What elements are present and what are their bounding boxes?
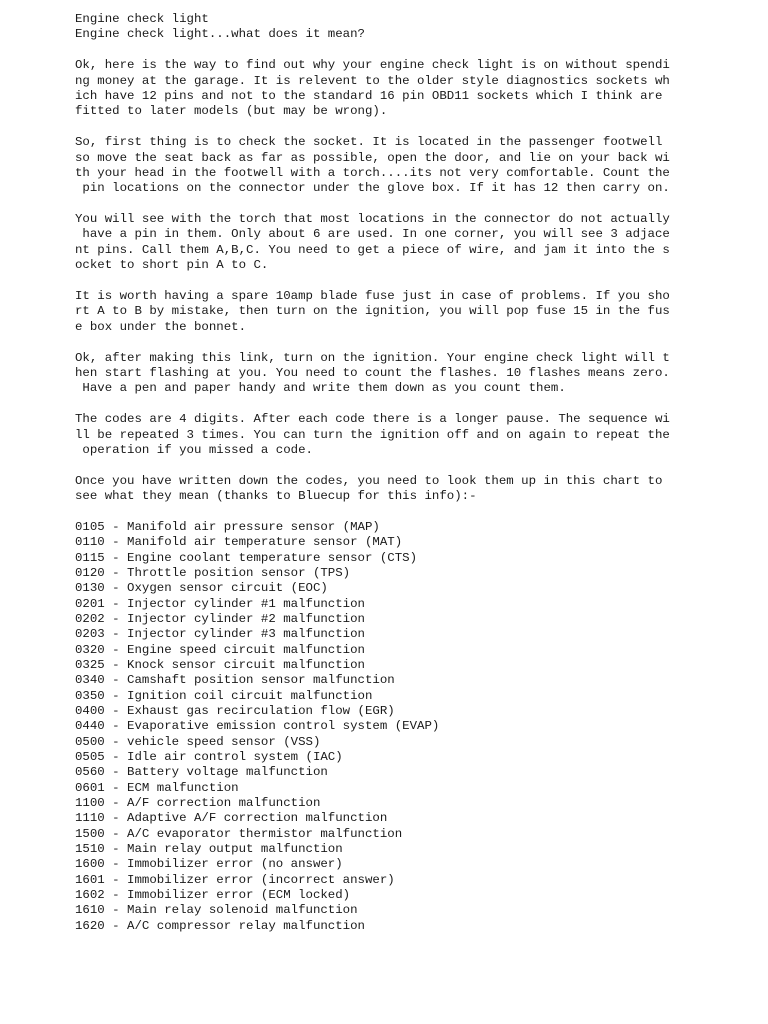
paragraph-line: have a pin in them. Only about 6 are used. In one corner, you will see 3 adjace	[75, 227, 670, 242]
paragraph-line: hen start flashing at you. You need to count the flashes. 10 flashes means zero.	[75, 365, 670, 380]
code-item: 0202 - Injector cylinder #2 malfunction	[75, 611, 365, 626]
paragraph-line: ll be repeated 3 times. You can turn the ignition off and on again to repeat the	[75, 427, 670, 442]
code-item: 1610 - Main relay solenoid malfunction	[75, 903, 358, 918]
paragraph-intro	[75, 58, 695, 120]
code-item: 0505 - Idle air control system (IAC)	[75, 750, 343, 765]
code-item: 0115 - Engine coolant temperature sensor (CTS)	[75, 550, 418, 565]
code-item: 0340 - Camshaft position sensor malfunction	[75, 673, 395, 688]
paragraph-flashes	[75, 351, 695, 397]
code-item: 0325 - Knock sensor circuit malfunction	[75, 657, 365, 672]
paragraph-line: rt A to B by mistake, then turn on the ignition, you will pop fuse 15 in the fus	[75, 304, 670, 319]
paragraph-fuse	[75, 289, 695, 335]
paragraph-line: The codes are 4 digits. After each code there is a longer pause. The sequence wi	[75, 412, 670, 427]
paragraph-line: Once you have written down the codes, you need to look them up in this chart to	[75, 473, 663, 488]
code-item: 0440 - Evaporative emission control system (EVAP)	[75, 719, 440, 734]
paragraph-chart-intro	[75, 474, 695, 505]
paragraph-line: ocket to short pin A to C.	[75, 258, 269, 273]
paragraph-line: fitted to later models (but may be wrong).	[75, 104, 388, 119]
code-item: 1100 - A/F correction malfunction	[75, 796, 321, 811]
paragraph-line: operation if you missed a code.	[75, 442, 313, 457]
paragraph-line: You will see with the torch that most locations in the connector do not actually	[75, 212, 670, 227]
document-page	[75, 12, 695, 934]
paragraph-line: e box under the bonnet.	[75, 319, 247, 334]
paragraph-socket	[75, 135, 695, 197]
document-subtitle: Engine check light...what does it mean?	[75, 27, 365, 42]
code-item: 1510 - Main relay output malfunction	[75, 842, 343, 857]
code-list	[75, 520, 695, 934]
paragraph-line: ich have 12 pins and not to the standard 16 pin OBD11 sockets which I think are	[75, 88, 663, 103]
code-item: 0120 - Throttle position sensor (TPS)	[75, 565, 351, 580]
paragraph-line: nt pins. Call them A,B,C. You need to get a piece of wire, and jam it into the s	[75, 242, 670, 257]
code-item: 0201 - Injector cylinder #1 malfunction	[75, 596, 365, 611]
paragraph-pins	[75, 212, 695, 274]
code-item: 1602 - Immobilizer error (ECM locked)	[75, 888, 351, 903]
paragraph-line: Ok, after making this link, turn on the ignition. Your engine check light will t	[75, 350, 670, 365]
paragraph-line: It is worth having a spare 10amp blade fuse just in case of problems. If you sho	[75, 289, 670, 304]
code-item: 0500 - vehicle speed sensor (VSS)	[75, 734, 321, 749]
document-header	[75, 12, 695, 43]
code-item: 0601 - ECM malfunction	[75, 780, 239, 795]
paragraph-line: pin locations on the connector under the glove box. If it has 12 then carry on.	[75, 181, 670, 196]
code-item: 1600 - Immobilizer error (no answer)	[75, 857, 343, 872]
paragraph-line: So, first thing is to check the socket. It is located in the passenger footwell	[75, 135, 663, 150]
code-item: 1500 - A/C evaporator thermistor malfunction	[75, 826, 403, 841]
code-item: 0130 - Oxygen sensor circuit (EOC)	[75, 581, 328, 596]
paragraph-line: Have a pen and paper handy and write them down as you count them.	[75, 381, 566, 396]
paragraph-line: see what they mean (thanks to Bluecup for this info):-	[75, 489, 477, 504]
code-item: 0110 - Manifold air temperature sensor (MAT)	[75, 535, 403, 550]
code-item: 1110 - Adaptive A/F correction malfunction	[75, 811, 388, 826]
paragraph-line: Ok, here is the way to find out why your engine check light is on without spendi	[75, 58, 670, 73]
code-item: 0560 - Battery voltage malfunction	[75, 765, 328, 780]
code-item: 1620 - A/C compressor relay malfunction	[75, 918, 365, 933]
paragraph-line: ng money at the garage. It is relevent to the older style diagnostics sockets wh	[75, 73, 670, 88]
code-item: 0203 - Injector cylinder #3 malfunction	[75, 627, 365, 642]
code-item: 0350 - Ignition coil circuit malfunction	[75, 688, 373, 703]
code-item: 0105 - Manifold air pressure sensor (MAP)	[75, 519, 380, 534]
paragraph-codes-info	[75, 412, 695, 458]
code-item: 1601 - Immobilizer error (incorrect answer)	[75, 872, 395, 887]
code-item: 0400 - Exhaust gas recirculation flow (EGR)	[75, 704, 395, 719]
document-title: Engine check light	[75, 12, 209, 26]
code-item: 0320 - Engine speed circuit malfunction	[75, 642, 365, 657]
paragraph-line: th your head in the footwell with a torch....its not very comfortable. Count the	[75, 165, 670, 180]
paragraph-line: so move the seat back as far as possible, open the door, and lie on your back wi	[75, 150, 670, 165]
